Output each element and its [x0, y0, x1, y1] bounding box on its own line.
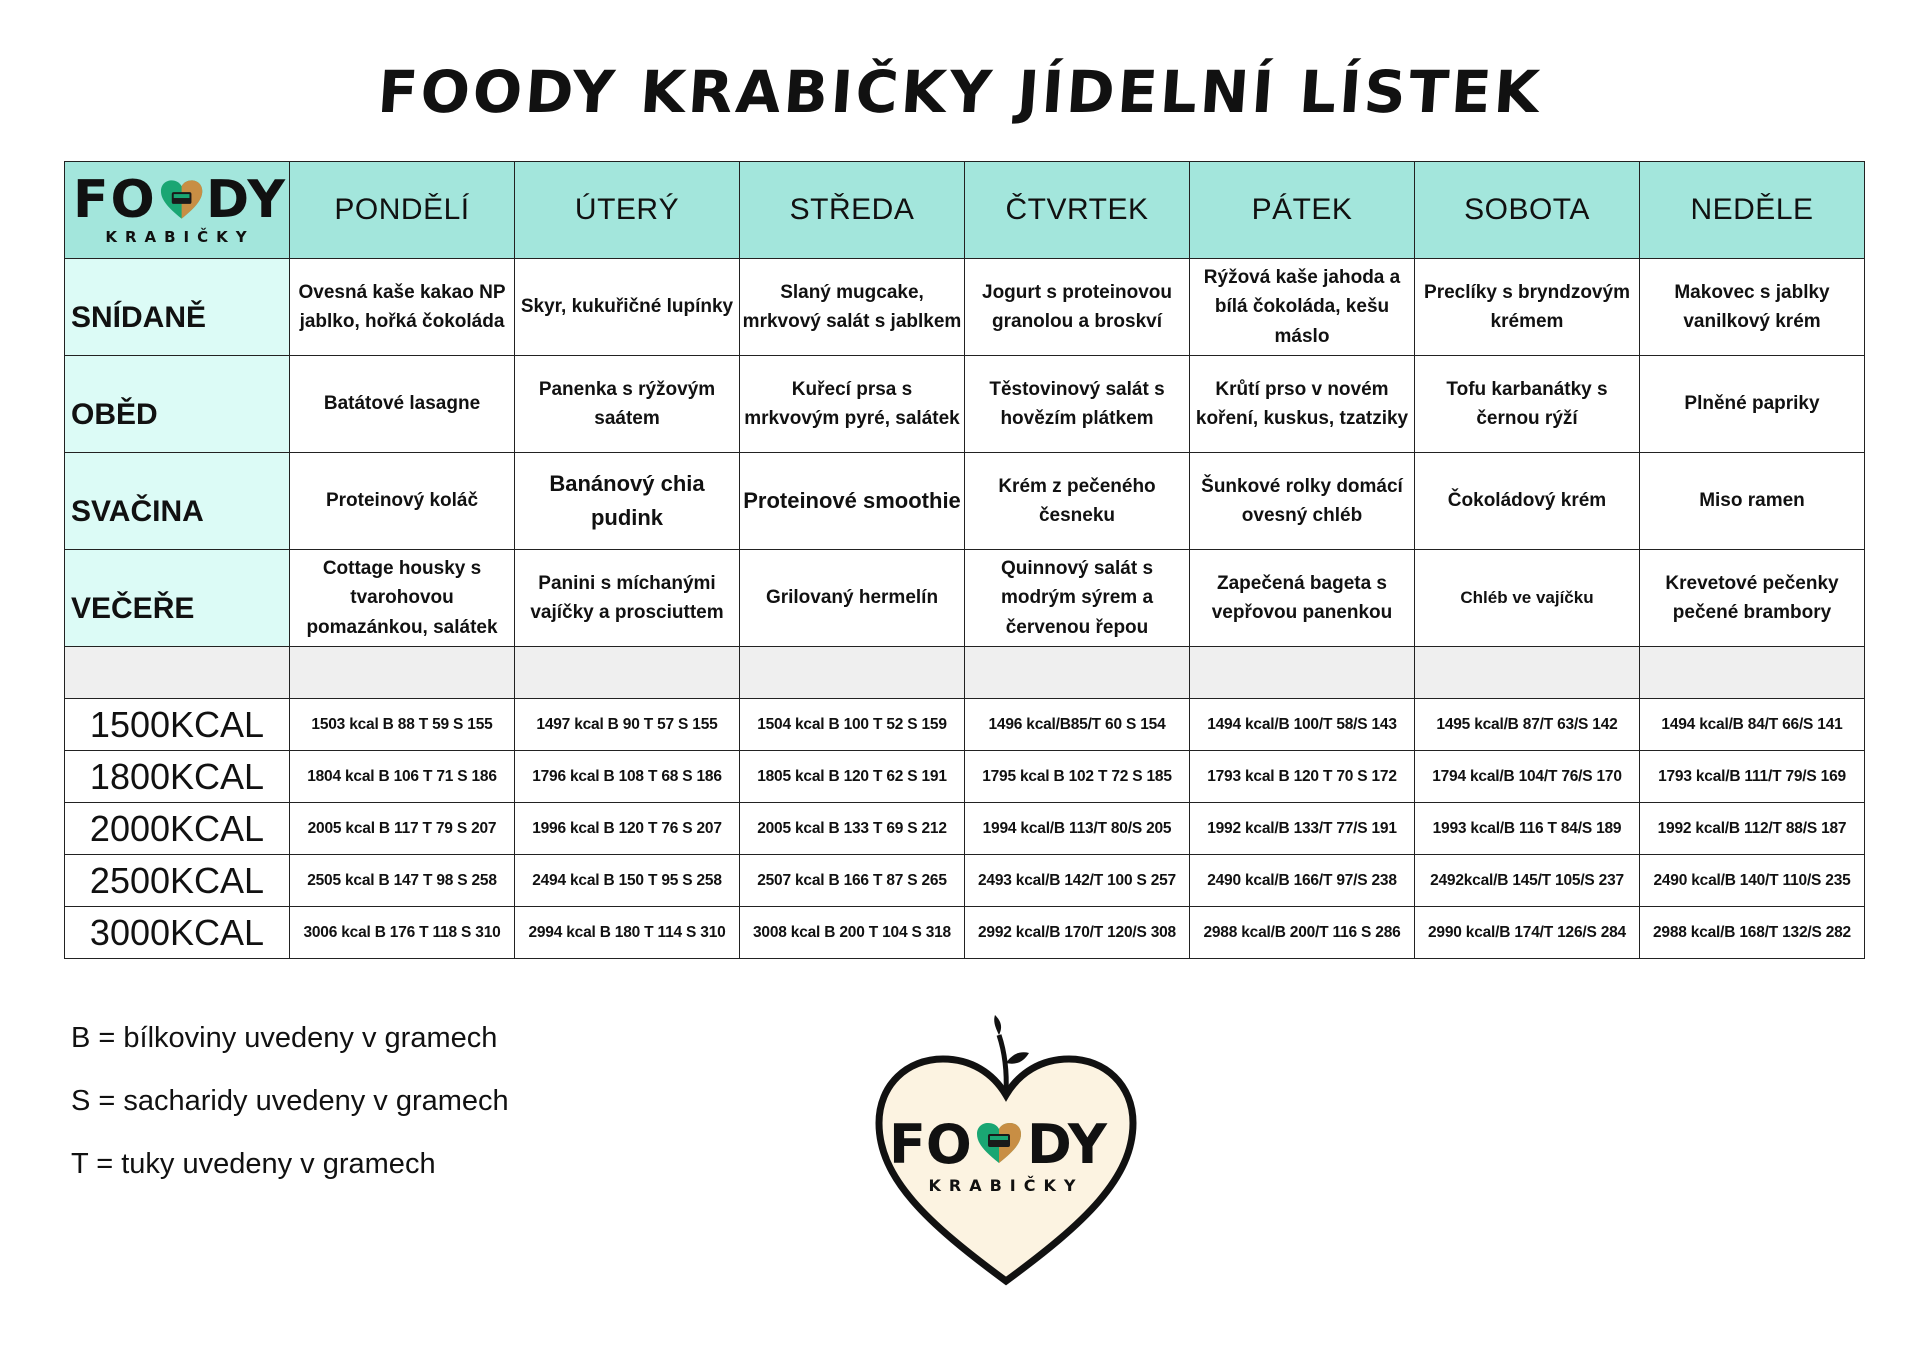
kcal-cell: 1793 kcal/B 111/T 79/S 169 — [1640, 751, 1865, 803]
kcal-cell: 2494 kcal B 150 T 95 S 258 — [515, 855, 740, 907]
kcal-cell: 1996 kcal B 120 T 76 S 207 — [515, 803, 740, 855]
kcal-row — [65, 751, 1865, 803]
day-header: PÁTEK — [1190, 162, 1415, 259]
kcal-cell: 1992 kcal/B 112/T 88/S 187 — [1640, 803, 1865, 855]
kcal-cell: 2994 kcal B 180 T 114 S 310 — [515, 907, 740, 959]
kcal-cell: 1796 kcal B 108 T 68 S 186 — [515, 751, 740, 803]
kcal-cell: 1994 kcal/B 113/T 80/S 205 — [965, 803, 1190, 855]
meal-cell: Rýžová kaše jahoda a bílá čokoláda, kešu máslo — [1190, 259, 1415, 356]
kcal-cell: 1497 kcal B 90 T 57 S 155 — [515, 699, 740, 751]
menu-table — [64, 161, 1865, 959]
kcal-cell: 1794 kcal/B 104/T 76/S 170 — [1415, 751, 1640, 803]
legend-protein: B = bílkoviny uvedeny v gramech — [71, 1022, 498, 1054]
kcal-cell: 2505 kcal B 147 T 98 S 258 — [290, 855, 515, 907]
kcal-label: 2000KCAL — [65, 803, 290, 855]
meal-label: VEČEŘE — [65, 550, 290, 647]
meal-row-dinner — [65, 550, 1865, 647]
meal-cell: Krevetové pečenky pečené brambory — [1640, 550, 1865, 647]
brand-logo — [73, 170, 287, 246]
meal-cell: Proteinový koláč — [290, 453, 515, 550]
meal-cell: Čokoládový krém — [1415, 453, 1640, 550]
meal-label: SVAČINA — [65, 453, 290, 550]
kcal-cell: 1793 kcal B 120 T 70 S 172 — [1190, 751, 1415, 803]
meal-cell: Kuřecí prsa s mrkvovým pyré, salátek — [740, 356, 965, 453]
legend-fats: T = tuky uvedeny v gramech — [71, 1148, 436, 1180]
spacer-row — [65, 647, 1865, 699]
day-header: SOBOTA — [1415, 162, 1640, 259]
meal-row-snack — [65, 453, 1865, 550]
kcal-row — [65, 855, 1865, 907]
kcal-cell: 2988 kcal/B 200/T 116 S 286 — [1190, 907, 1415, 959]
meal-cell: Slaný mugcake, mrkvový salát s jablkem — [740, 259, 965, 356]
meal-cell: Chléb ve vajíčku — [1415, 550, 1640, 647]
kcal-row — [65, 907, 1865, 959]
kcal-cell: 3008 kcal B 200 T 104 S 318 — [740, 907, 965, 959]
day-header: STŘEDA — [740, 162, 965, 259]
meal-cell: Tofu karbanátky s černou rýží — [1415, 356, 1640, 453]
meal-cell: Proteinové smoothie — [740, 453, 965, 550]
big-brand-subtitle: KRABIČKY — [928, 1176, 1084, 1195]
kcal-cell: 2507 kcal B 166 T 87 S 265 — [740, 855, 965, 907]
meal-cell: Grilovaný hermelín — [740, 550, 965, 647]
meal-cell: Krém z pečeného česneku — [965, 453, 1190, 550]
brand-text-right: DY — [205, 170, 287, 230]
meal-cell: Cottage housky s tvarohovou pomazánkou, salátek — [290, 550, 515, 647]
kcal-cell: 1804 kcal B 106 T 71 S 186 — [290, 751, 515, 803]
brand-subtitle: KRABIČKY — [105, 228, 255, 246]
meal-cell: Quinnový salát s modrým sýrem a červenou řepou — [965, 550, 1190, 647]
kcal-cell: 2005 kcal B 117 T 79 S 207 — [290, 803, 515, 855]
kcal-cell: 2990 kcal/B 174/T 126/S 284 — [1415, 907, 1640, 959]
meal-cell: Šunkové rolky domácí ovesný chléb — [1190, 453, 1415, 550]
kcal-cell: 2493 kcal/B 142/T 100 S 257 — [965, 855, 1190, 907]
day-header: ÚTERÝ — [515, 162, 740, 259]
kcal-cell: 1993 kcal/B 116 T 84/S 189 — [1415, 803, 1640, 855]
kcal-cell: 2005 kcal B 133 T 69 S 212 — [740, 803, 965, 855]
meal-cell: Skyr, kukuřičné lupínky — [515, 259, 740, 356]
meal-cell: Batátové lasagne — [290, 356, 515, 453]
kcal-cell: 1494 kcal/B 84/T 66/S 141 — [1640, 699, 1865, 751]
kcal-cell: 1496 kcal/B85/T 60 S 154 — [965, 699, 1190, 751]
big-brand-left: FO — [889, 1113, 972, 1176]
brand-text-left: FO — [73, 170, 157, 230]
meal-cell: Jogurt s proteinovou granolou a broskví — [965, 259, 1190, 356]
kcal-cell: 1503 kcal B 88 T 59 S 155 — [290, 699, 515, 751]
meal-row-lunch — [65, 356, 1865, 453]
meal-cell: Panenka s rýžovým saátem — [515, 356, 740, 453]
big-brand-right: DY — [1027, 1113, 1107, 1176]
page-title: FOODY KRABIČKY JÍDELNÍ LÍSTEK — [375, 58, 1545, 126]
legend-carbs: S = sacharidy uvedeny v gramech — [71, 1085, 509, 1117]
kcal-row — [65, 803, 1865, 855]
kcal-row — [65, 699, 1865, 751]
kcal-cell: 1495 kcal/B 87/T 63/S 142 — [1415, 699, 1640, 751]
heart-box-icon — [159, 179, 204, 221]
meal-cell: Zapečená bageta s vepřovou panenkou — [1190, 550, 1415, 647]
day-header: ČTVRTEK — [965, 162, 1190, 259]
meal-cell: Banánový chia pudink — [515, 453, 740, 550]
header-row — [65, 162, 1865, 259]
meal-label: SNÍDANĚ — [65, 259, 290, 356]
kcal-cell: 1504 kcal B 100 T 52 S 159 — [740, 699, 965, 751]
big-heart-logo — [867, 1013, 1145, 1289]
kcal-cell: 1494 kcal/B 100/T 58/S 143 — [1190, 699, 1415, 751]
kcal-label: 2500KCAL — [65, 855, 290, 907]
meal-cell: Plněné papriky — [1640, 356, 1865, 453]
kcal-cell: 2988 kcal/B 168/T 132/S 282 — [1640, 907, 1865, 959]
meal-cell: Krůtí prso v novém koření, kuskus, tzatziky — [1190, 356, 1415, 453]
kcal-label: 3000KCAL — [65, 907, 290, 959]
kcal-cell: 3006 kcal B 176 T 118 S 310 — [290, 907, 515, 959]
meal-cell: Makovec s jablky vanilkový krém — [1640, 259, 1865, 356]
meal-cell: Preclíky s bryndzovým krémem — [1415, 259, 1640, 356]
kcal-cell: 2490 kcal/B 166/T 97/S 238 — [1190, 855, 1415, 907]
kcal-cell: 2992 kcal/B 170/T 120/S 308 — [965, 907, 1190, 959]
kcal-label: 1800KCAL — [65, 751, 290, 803]
day-header: PONDĚLÍ — [290, 162, 515, 259]
kcal-cell: 1992 kcal/B 133/T 77/S 191 — [1190, 803, 1415, 855]
kcal-label: 1500KCAL — [65, 699, 290, 751]
meal-cell: Těstovinový salát s hovězím plátkem — [965, 356, 1190, 453]
meal-cell: Panini s míchanými vajíčky a prosciuttem — [515, 550, 740, 647]
day-header: NEDĚLE — [1640, 162, 1865, 259]
kcal-cell: 2492kcal/B 145/T 105/S 237 — [1415, 855, 1640, 907]
meal-cell: Miso ramen — [1640, 453, 1865, 550]
kcal-cell: 2490 kcal/B 140/T 110/S 235 — [1640, 855, 1865, 907]
logo-cell — [65, 162, 290, 259]
meal-label: OBĚD — [65, 356, 290, 453]
meal-row-breakfast — [65, 259, 1865, 356]
meal-cell: Ovesná kaše kakao NP jablko, hořká čokoláda — [290, 259, 515, 356]
kcal-cell: 1805 kcal B 120 T 62 S 191 — [740, 751, 965, 803]
kcal-cell: 1795 kcal B 102 T 72 S 185 — [965, 751, 1190, 803]
